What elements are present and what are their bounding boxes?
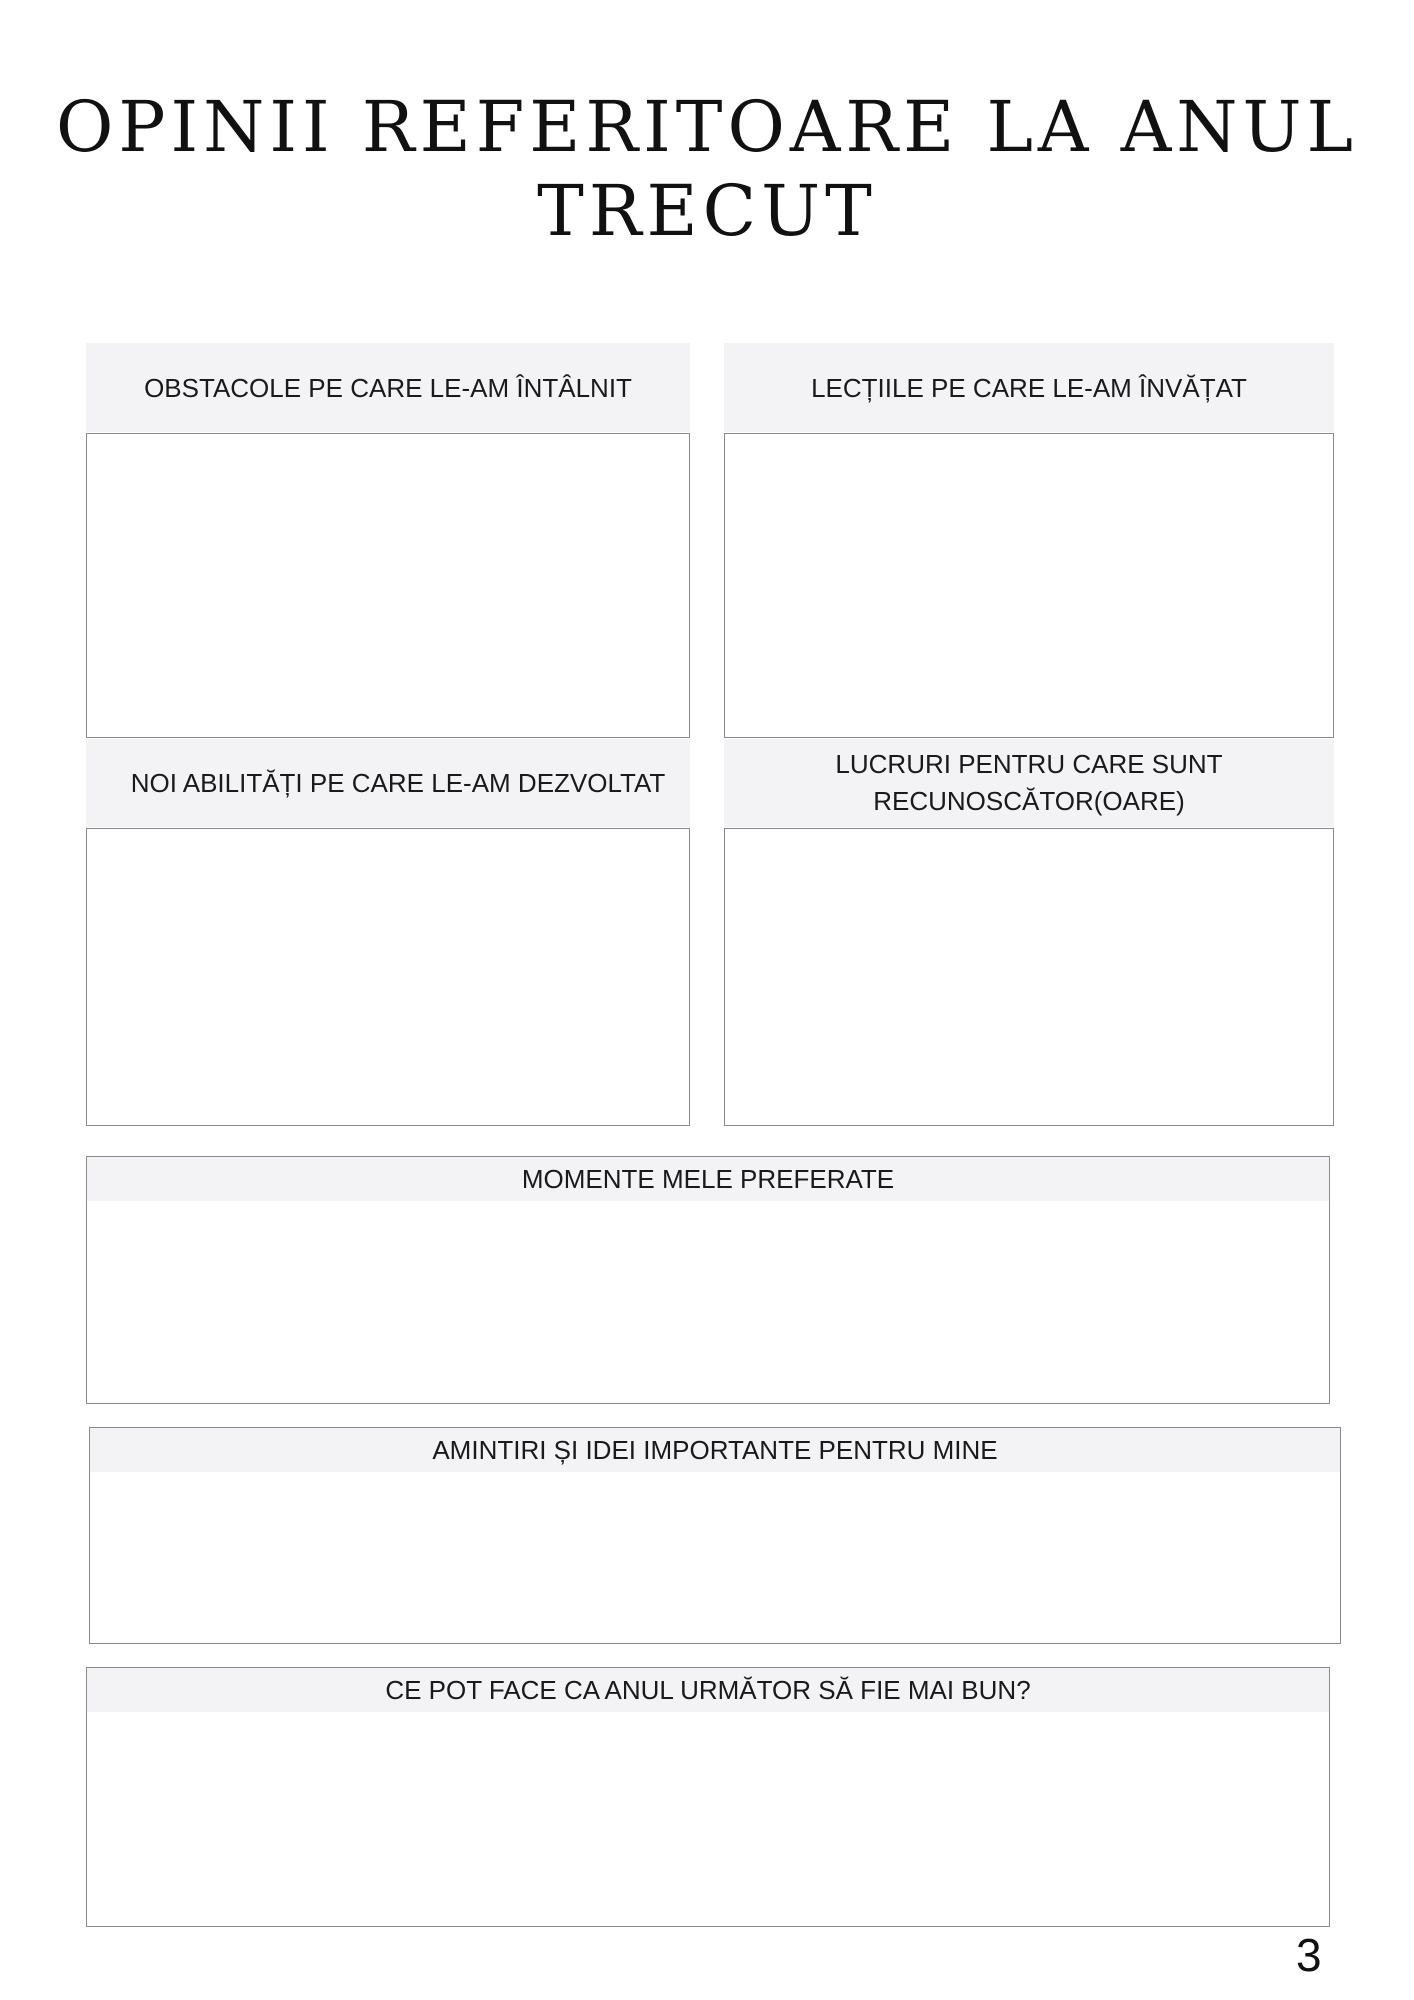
section-memories[interactable] (89, 1427, 1341, 1644)
write-area-obstacles[interactable] (86, 433, 690, 738)
section-favorite-moments[interactable] (86, 1156, 1330, 1404)
section-header-next-year: CE POT FACE CA ANUL URMĂTOR SĂ FIE MAI BUN? (87, 1668, 1329, 1712)
section-header-gratitude: LUCRURI PENTRU CARE SUNT RECUNOSCĂTOR(OARE) (724, 739, 1334, 827)
section-header-skills: NOI ABILITĂȚI PE CARE LE-AM DEZVOLTAT (86, 739, 690, 827)
write-area-lessons[interactable] (724, 433, 1334, 738)
section-header-favorite-moments: MOMENTE MELE PREFERATE (87, 1157, 1329, 1201)
section-header-obstacles: OBSTACOLE PE CARE LE-AM ÎNTÂLNIT (86, 343, 690, 432)
section-header-memories: AMINTIRI ȘI IDEI IMPORTANTE PENTRU MINE (90, 1428, 1340, 1472)
page-title: OPINII REFERITOARE LA ANUL TRECUT (55, 86, 1359, 252)
write-area-gratitude[interactable] (724, 828, 1334, 1126)
write-area-skills[interactable] (86, 828, 690, 1126)
section-next-year[interactable] (86, 1667, 1330, 1927)
section-header-lessons: LECȚIILE PE CARE LE-AM ÎNVĂȚAT (724, 343, 1334, 432)
page-number: 3 (1296, 1929, 1322, 1981)
